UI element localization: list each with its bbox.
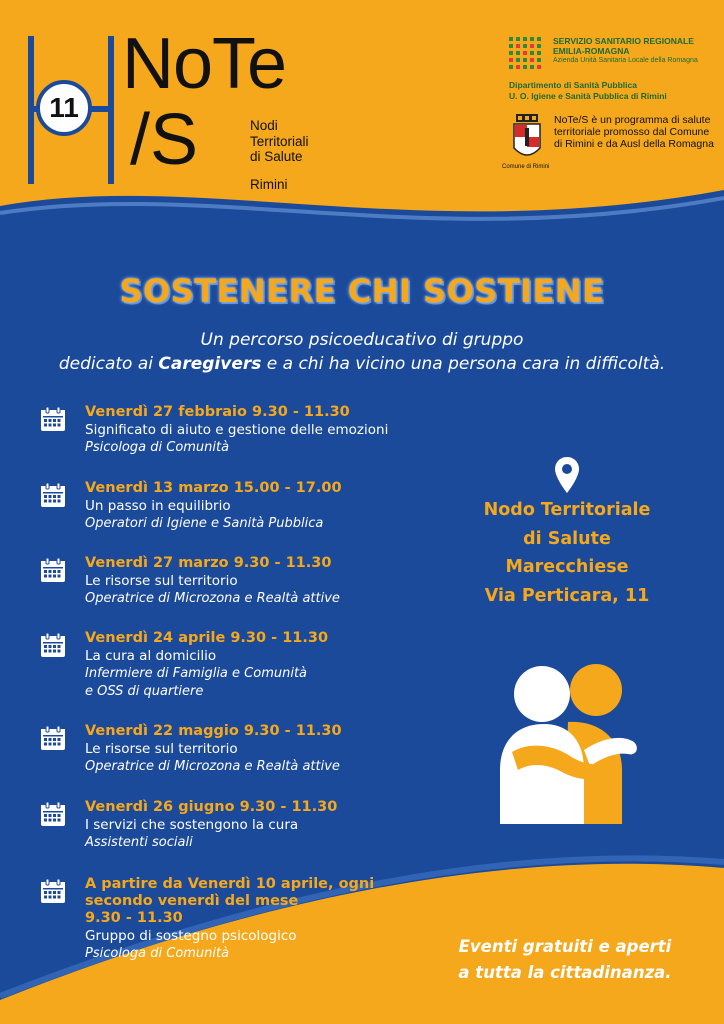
event-title: La cura al domicilio <box>85 648 217 664</box>
department-text: Dipartimento di Sanità Pubblica U. O. Igiene e Sanità Pubblica di Rimini <box>509 80 667 101</box>
calendar-icon <box>40 406 66 432</box>
event-speaker: Psicologa di Comunità <box>85 946 230 961</box>
location-address: Nodo Territoriale di Salute Marecchiese Via Perticara, 11 <box>483 500 651 606</box>
ssr-logo-icon <box>509 37 547 77</box>
event-date: Venerdì 26 giugno 9.30 - 11.30 <box>85 799 338 815</box>
event-title: Un passo in equilibrio <box>85 498 231 514</box>
logo-wordmark-top: NoTe <box>122 24 287 104</box>
page-subtitle: Un percorso psicoeducativo di gruppo dedicato ai Caregivers e a chi ha vicino una persona cara in difficoltà. <box>58 330 666 374</box>
comune-label: Comune di Rimini <box>502 164 550 170</box>
event-date: Venerdì 24 aprile 9.30 - 11.30 <box>85 630 329 646</box>
event-date: 9.30 - 11.30 <box>85 910 183 926</box>
event-title: Le risorse sul territorio <box>85 573 238 589</box>
logo-subtitle: Nodi Territoriali di Salute <box>250 118 309 164</box>
calendar-icon <box>40 632 66 658</box>
event-title: Le risorse sul territorio <box>85 741 238 757</box>
event-title: I servizi che sostengono la cura <box>85 817 299 833</box>
event-date: secondo venerdì del mese <box>85 893 299 909</box>
event-speaker: Operatori di Igiene e Sanità Pubblica <box>85 516 324 531</box>
map-pin-icon <box>554 456 580 494</box>
comune-crest-icon <box>512 114 542 162</box>
logo-city: Rimini <box>250 177 288 192</box>
calendar-icon <box>40 878 66 904</box>
ssr-text: SERVIZIO SANITARIO REGIONALE EMILIA-ROMAGNA Azienda Unità Sanitaria Locale della Romagna <box>553 36 698 64</box>
event-speaker: Assistenti sociali <box>85 835 193 850</box>
program-note: NoTe/S è un programma di salute territoriale promosso dal Comune di Rimini e da Ausl della Romagna <box>554 114 714 150</box>
logo-number-badge: 11 <box>36 80 92 136</box>
event-date: Venerdì 13 marzo 15.00 - 17.00 <box>85 480 342 496</box>
calendar-icon <box>40 725 66 751</box>
event-title: Gruppo di sostegno psicologico <box>85 928 297 944</box>
calendar-icon <box>40 557 66 583</box>
calendar-icon <box>40 482 66 508</box>
event-speaker: Operatrice di Microzona e Realtà attive <box>85 759 340 774</box>
event-title: Significato di aiuto e gestione delle emozioni <box>85 422 389 438</box>
footer-note: Eventi gratuiti e aperti a tutta la cittadinanza. <box>458 937 672 982</box>
event-speaker: Infermiere di Famiglia e Comunità <box>85 666 308 681</box>
event-speaker: Psicologa di Comunità <box>85 440 230 455</box>
logo-wordmark-bottom: /S <box>130 100 199 180</box>
hug-illustration <box>498 660 648 830</box>
page-title: SOSTENERE CHI SOSTIENE <box>119 272 605 310</box>
event-date: Venerdì 27 marzo 9.30 - 11.30 <box>85 555 332 571</box>
event-date: Venerdì 27 febbraio 9.30 - 11.30 <box>85 404 350 420</box>
event-speaker: Operatrice di Microzona e Realtà attive <box>85 591 340 606</box>
event-speaker: e OSS di quartiere <box>85 684 204 699</box>
event-date: A partire da Venerdì 10 aprile, ogni <box>85 876 375 892</box>
event-date: Venerdì 22 maggio 9.30 - 11.30 <box>85 723 342 739</box>
calendar-icon <box>40 801 66 827</box>
